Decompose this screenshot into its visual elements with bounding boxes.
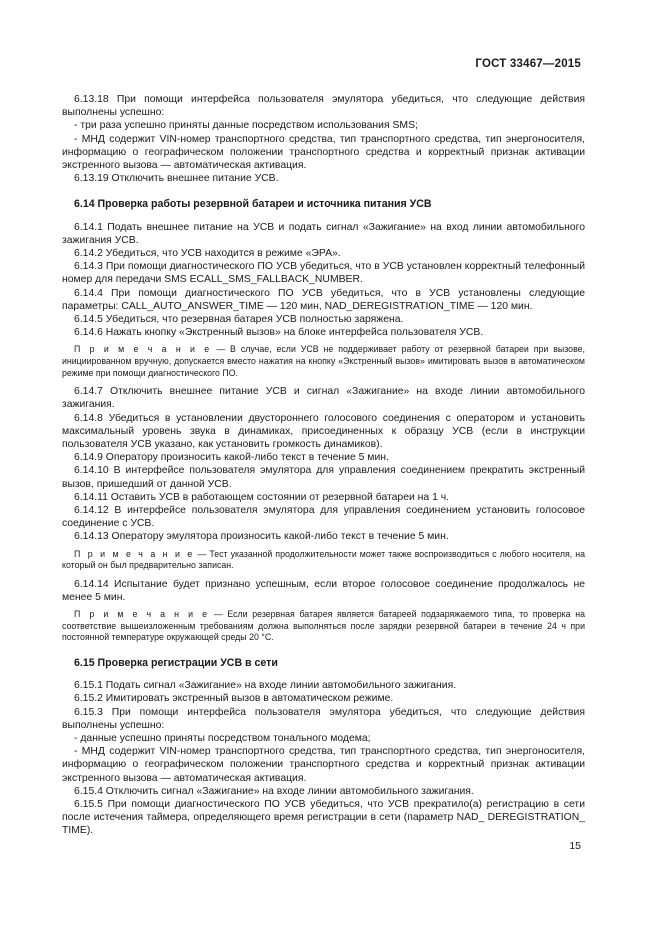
paragraph-6-15-5: 6.15.5 При помощи диагностического ПО УСВ убедиться, что УСВ прекратило(а) регистрацию в сети после истечения таймера, определяющего время регистрации в сети (параметр NAD_ DEREGISTRATION_ TIME).: [62, 799, 585, 837]
paragraph-6-14-11: 6.14.11 Оставить УСВ в работающем состоянии от резервной батареи на 1 ч.: [74, 491, 450, 503]
note-label: П р и м е ч а н и е: [74, 548, 195, 559]
list-item: - МНД содержит VIN-номер транспортного средства, тип транспортного средства, тип энергоносителя, информацию о географическом положении транспортного средства и корректный признак активации экстренного вызова — автоматическая активация.: [62, 746, 585, 784]
paragraph-6-14-4: 6.14.4 При помощи диагностического ПО УСВ убедиться, что в УСВ установлены следующие параметры: CALL_AUTO_ANSWER_TIME — 120 мин, NAD_DEREGISTRATION_TIME — 120 мин.: [62, 287, 585, 312]
note-2: [62, 549, 585, 572]
note-1: [62, 344, 585, 379]
note-label: П р и м е ч а н и е: [74, 609, 210, 620]
paragraph-6-14-8: 6.14.8 Убедиться в установлении двустороннего голосового соединения с оператором и установить максимальный уровень звука в динамиках, присоединенных к образцу УСВ (если в инструкции пользователя УСВ указано, как установить громкость динамиков).: [62, 412, 585, 451]
paragraph-6-14-7: 6.14.7 Отключить внешнее питание УСВ и сигнал «Зажигание» на входе линии автомобильного зажигания.: [62, 386, 585, 411]
paragraph-6-15-1: 6.15.1 Подать сигнал «Зажигание» на входе линии автомобильного зажигания.: [74, 680, 457, 692]
note-text: — Тест указанной продолжительности может также воспроизводиться с любого носителя, на который он был предварительно записан.: [62, 548, 585, 571]
paragraph-6-14-9: 6.14.9 Оператору произносить какой-либо текст в течение 5 мин.: [74, 452, 389, 464]
paragraph-6-14-14: 6.14.14 Испытание будет признано успешным, если второе голосовое соединение продолжалось не менее 5 мин.: [62, 578, 585, 604]
document-standard-header: ГОСТ 33467—2015: [475, 58, 581, 70]
section-heading-6-14: 6.14 Проверка работы резервной батареи и источника питания УСВ: [74, 198, 432, 211]
paragraph-6-14-5: 6.14.5 Убедиться, что резервная батарея УСВ полностью заряжена.: [74, 314, 404, 326]
note-text: — В случае, если УСВ не поддерживает работу от резервной батареи при вызове, инициированном вручную, допускается вместо нажатия на кнопку «Экстренный вызов» имитировать вызов в автоматическом режиме при помощи диагностического ПО.: [62, 344, 585, 378]
list-item: - данные успешно приняты посредством тонального модема;: [74, 733, 371, 745]
paragraph-6-13-19: 6.13.19 Отключить внешнее питание УСВ.: [74, 173, 279, 185]
paragraph-6-15-2: 6.15.2 Имитировать экстренный вызов в автоматическом режиме.: [74, 693, 394, 705]
paragraph-6-14-13: 6.14.13 Оператору эмулятора произносить какой-либо текст в течение 5 мин.: [74, 531, 449, 543]
note-3: [62, 609, 585, 644]
note-label: П р и м е ч а н и е: [74, 344, 212, 355]
paragraph-6-14-2: 6.14.2 Убедиться, что УСВ находится в режиме «ЭРА».: [74, 248, 341, 260]
paragraph-6-14-10: 6.14.10 В интерфейсе пользователя эмулятора для управления соединением прекратить экстренный вызов, пришедший от данной УСВ.: [62, 465, 585, 490]
paragraph-6-15-4: 6.15.4 Отключить сигнал «Зажигание» на входе линии автомобильного зажигания.: [74, 785, 474, 797]
list-item: - МНД содержит VIN-номер транспортного средства, тип транспортного средства, тип энергоносителя, информацию о географическом положении транспортного средства и корректный признак активации экстренного вызова — автоматическая активация.: [62, 133, 585, 172]
paragraph-6-15-3: 6.15.3 При помощи интерфейса пользователя эмулятора убедиться, что следующие действия выполнены успешно:: [62, 706, 585, 731]
document-body: [62, 93, 585, 838]
paragraph-6-14-3: 6.14.3 При помощи диагностического ПО УСВ убедиться, что в УСВ установлен корректный телефонный номер для передачи SMS ECALL_SMS_FALLBACK_NUMBER.: [62, 261, 585, 286]
section-heading-6-15: 6.15 Проверка регистрации УСВ в сети: [74, 657, 278, 670]
page-number: 15: [569, 840, 581, 852]
note-text: — Если резервная батарея является батареей подзаряжаемого типа, то проверка на соответствие вышеизложенным требованиям должна выполняться после зарядки резервной батареи в течение 24 ч при постоянной температуре окружающей среды 20 °С.: [62, 609, 585, 643]
paragraph-6-14-6: 6.14.6 Нажать кнопку «Экстренный вызов» на блоке интерфейса пользователя УСВ.: [74, 327, 484, 339]
paragraph-6-14-1: 6.14.1 Подать внешнее питание на УСВ и подать сигнал «Зажигание» на вход линии автомобильного зажигания УСВ.: [62, 221, 585, 246]
paragraph-6-14-12: 6.14.12 В интерфейсе пользователя эмулятора для управления соединением установить голосовое соединение с УСВ.: [62, 505, 585, 530]
paragraph-6-13-18: 6.13.18 При помощи интерфейса пользователя эмулятора убедиться, что следующие действия выполнены успешно:: [62, 94, 585, 119]
list-item: - три раза успешно приняты данные посредством использования SMS;: [74, 120, 418, 132]
